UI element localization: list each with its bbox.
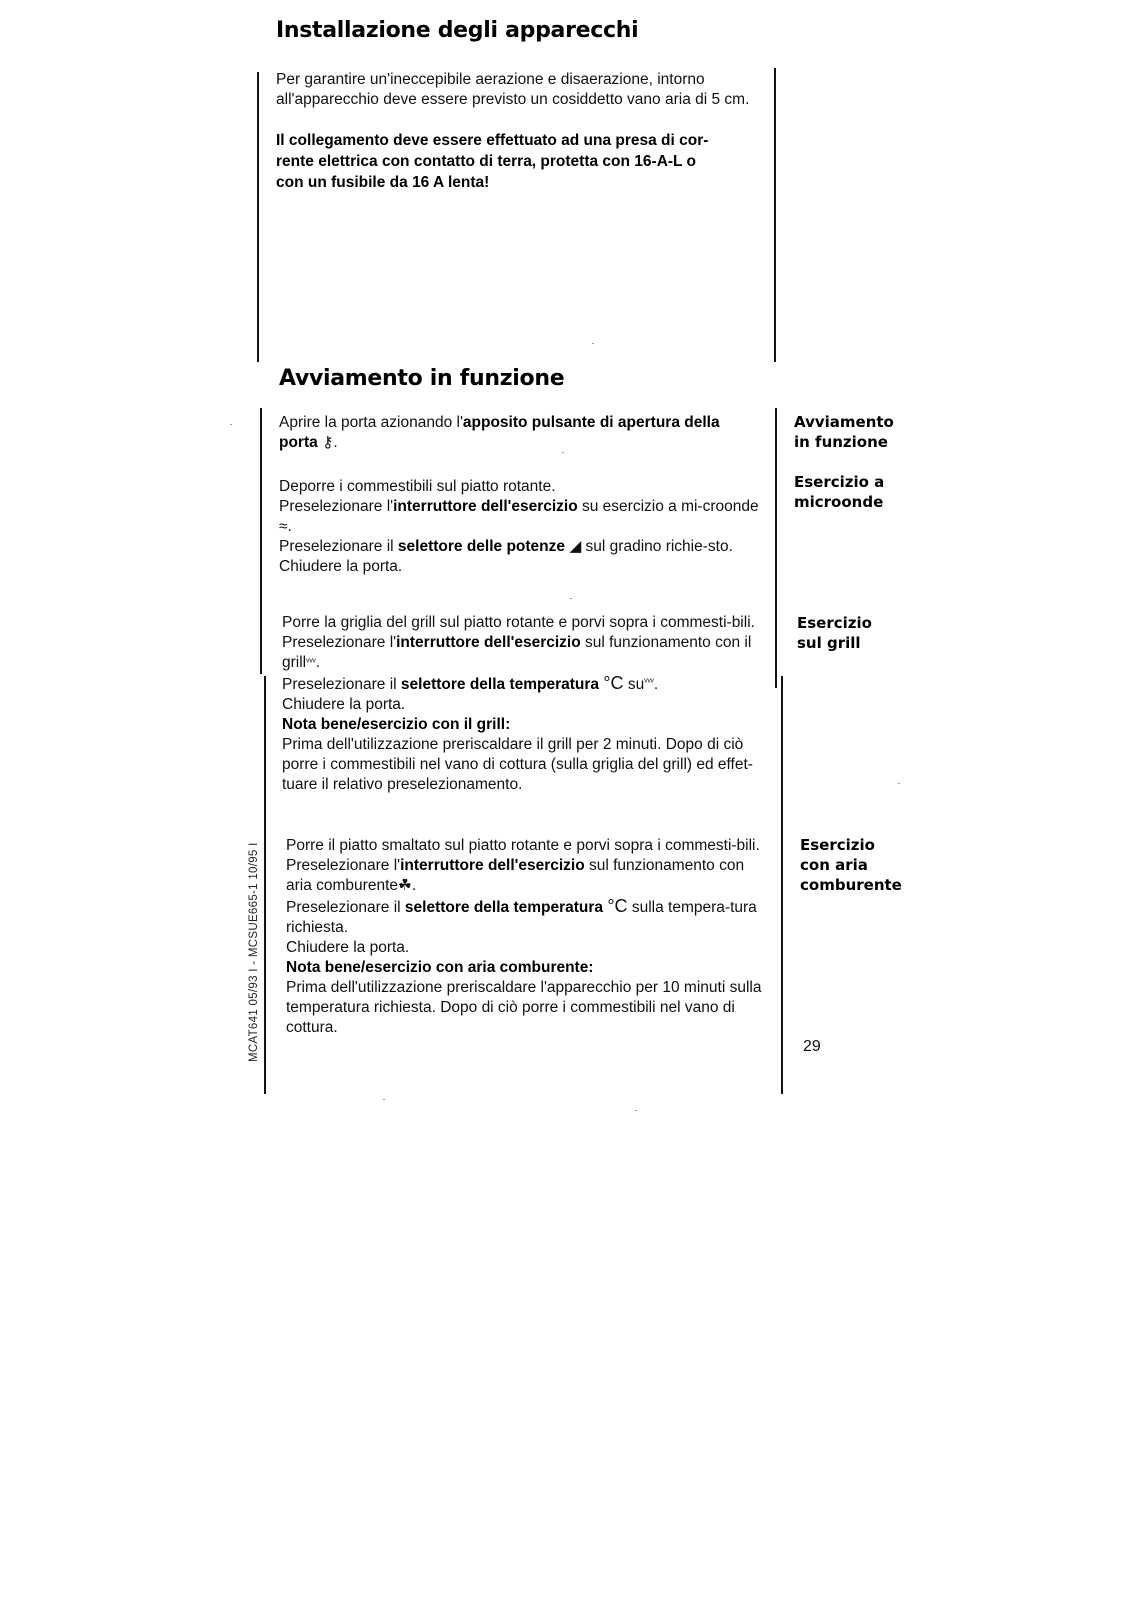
microwave-wave-icon: ≈	[279, 518, 288, 535]
right-rule-bottom	[781, 676, 783, 1094]
microwave-instructions	[279, 477, 761, 577]
sidebar-heading-grill: Esercizio sul grill	[797, 614, 872, 652]
instruction-line: Chiudere la porta.	[279, 558, 403, 575]
scan-speck	[570, 598, 572, 599]
instruction-line: Preselezionare il selettore delle potenze ◢ sul gradino richie-sto.	[279, 538, 733, 555]
sidebar-heading-comburente: Esercizio con aria comburente	[800, 836, 902, 894]
electrical-warning-line: rente elettrica con contatto di terra, protetta con 16-A-L o	[276, 153, 697, 170]
door-key-icon: ⚷	[322, 434, 334, 451]
grill-icon: ᵛᵛᵛ	[644, 677, 654, 688]
instruction-line: Preselezionare il selettore della temperatura °C sulla tempera-tura richiesta.	[286, 896, 757, 936]
right-rule-top	[774, 68, 776, 362]
instruction-line: Chiudere la porta.	[286, 939, 410, 956]
section-title-avviamento: Avviamento in funzione	[279, 366, 565, 391]
grill-icon: ᵛᵛᵛ	[306, 657, 316, 668]
scan-speck	[383, 1099, 385, 1100]
instruction-line: Chiudere la porta.	[282, 696, 406, 713]
scan-speck	[592, 343, 594, 344]
left-rule-microwave	[260, 408, 262, 674]
electrical-warning-line: Il collegamento deve essere effettuato ad una presa di cor-	[276, 132, 709, 149]
convection-note-text: Prima dell'utilizzazione preriscaldare l'apparecchio per 10 minuti sulla temperatura richiesta. Dopo di ciò porre i commestibili nel vano di cottura.	[286, 979, 762, 1036]
instruction-line: Deporre i commestibili sul piatto rotante.	[279, 478, 556, 495]
grill-instructions	[282, 613, 764, 795]
scan-speck	[898, 783, 900, 784]
left-rule-top	[257, 72, 259, 362]
scan-speck	[635, 1110, 637, 1111]
celsius-symbol: °C	[607, 896, 628, 916]
document-code: MCAT641 05/93 I - MCSUE665-1 10/95 I	[248, 842, 260, 1062]
door-instruction: Aprire la porta azionando l'apposito pulsante di apertura della porta ⚷.	[279, 414, 720, 451]
instruction-line: Preselezionare l'interruttore dell'esercizio sul funzionamento con il grillᵛᵛᵛ.	[282, 634, 752, 671]
instruction-line: Preselezionare l'interruttore dell'esercizio sul funzionamento con aria comburente☘.	[286, 857, 745, 894]
convection-instructions	[286, 836, 766, 1038]
celsius-symbol: °C	[603, 673, 624, 693]
section-title-installazione: Installazione degli apparecchi	[276, 18, 639, 43]
instruction-line: Porre la griglia del grill sul piatto rotante e porvi sopra i commesti-bili.	[282, 614, 755, 631]
electrical-warning-line: con un fusibile da 16 A lenta!	[276, 174, 490, 191]
convection-note-title: Nota bene/esercizio con aria comburente:	[286, 959, 594, 976]
electrical-warning	[276, 130, 766, 193]
sidebar-heading-microonde: Esercizio a microonde	[794, 473, 885, 511]
scan-speck	[230, 424, 232, 425]
power-ramp-icon: ◢	[569, 538, 582, 555]
fan-icon: ☘	[398, 877, 412, 894]
instruction-line: Porre il piatto smaltato sul piatto rotante e porvi sopra i commesti-bili.	[286, 837, 760, 854]
right-rule-mid	[775, 408, 777, 688]
grill-note-title: Nota bene/esercizio con il grill:	[282, 716, 511, 733]
left-rule-grill	[264, 676, 266, 1094]
grill-note-text: Prima dell'utilizzazione preriscaldare il grill per 2 minuti. Dopo di ciò porre i commestibili nel vano di cottura (sulla griglia del grill) ed effet-tuare il relativo preselezionamento.	[282, 736, 753, 793]
instruction-line: Preselezionare l'interruttore dell'esercizio su esercizio a mi-croonde ≈.	[279, 498, 759, 535]
instruction-line: Preselezionare il selettore della temperatura °C suᵛᵛᵛ.	[282, 673, 659, 693]
installation-paragraph: Per garantire un'ineccepibile aerazione e disaerazione, intorno all'apparecchio deve essere previsto un cosiddetto vano aria di 5 cm.	[276, 71, 750, 108]
page-number: 29	[803, 1038, 821, 1055]
scan-speck	[562, 452, 564, 453]
sidebar-heading-avviamento: Avviamento in funzione	[794, 413, 894, 451]
